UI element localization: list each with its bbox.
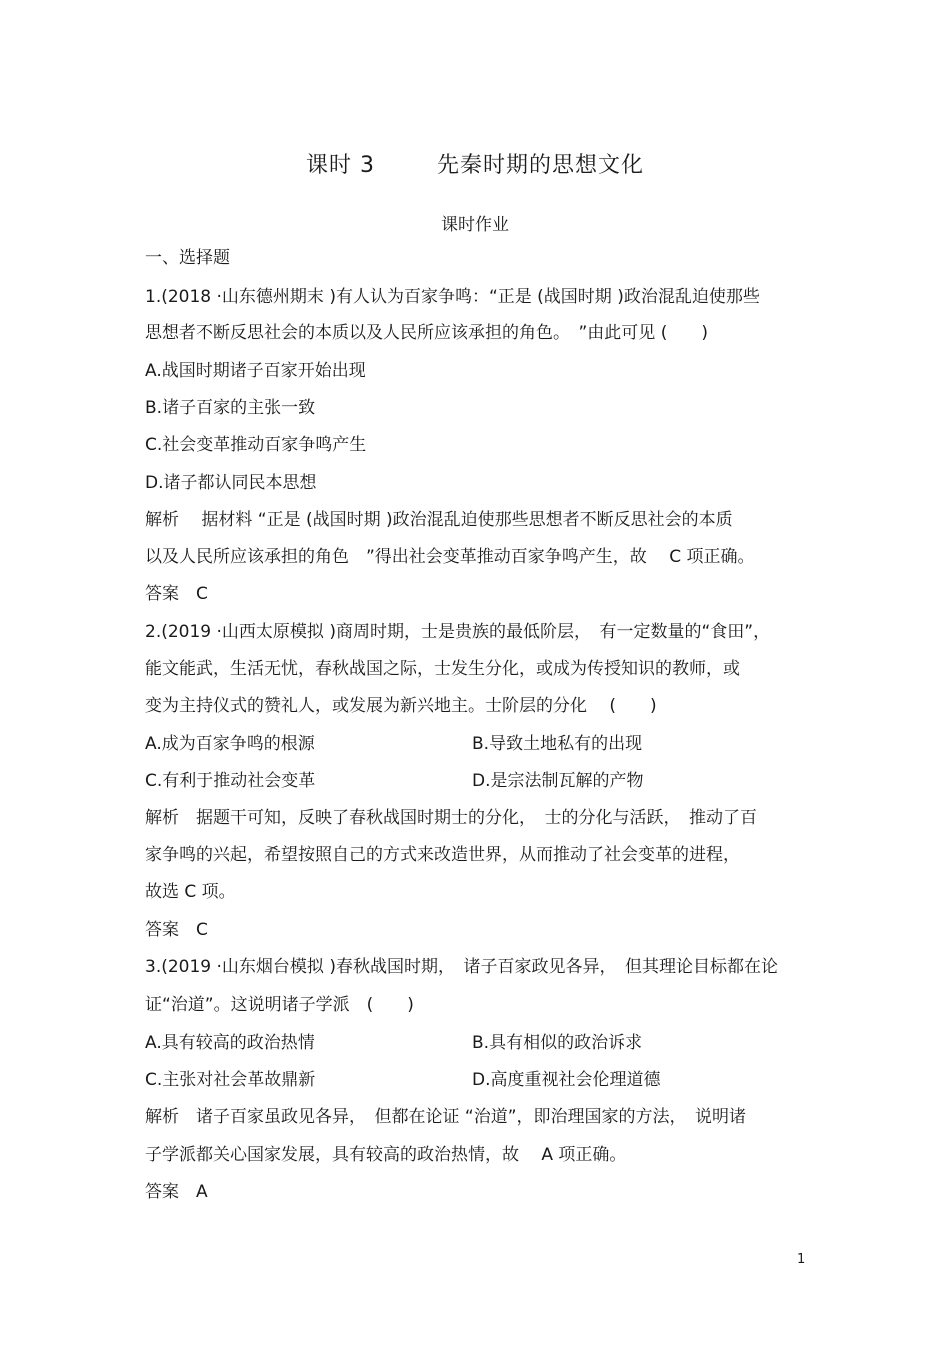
question-3-option-c: C.主张对社会革故鼎新	[145, 1070, 316, 1090]
question-2-stem-line-1: 2.(2019 ·山西太原模拟 )商周时期，士是贵族的最低阶层， 有一定数量的“食田”，	[145, 622, 771, 642]
question-3-analysis-line-1: 解析 诸子百家虽政见各异， 但都在论证 “治道”，即治理国家的方法， 说明诸	[145, 1107, 747, 1127]
question-2-analysis-line-1: 解析 据题干可知，反映了春秋战国时期士的分化， 士的分化与活跃， 推动了百	[145, 808, 757, 828]
question-2-analysis-line-2: 家争鸣的兴起，希望按照自己的方式来改造世界，从而推动了社会变革的进程，	[145, 845, 740, 865]
question-3-option-b: B.具有相似的政治诉求	[472, 1033, 643, 1053]
section-heading: 一、选择题	[145, 248, 230, 268]
question-1-option-b: B.诸子百家的主张一致	[145, 398, 316, 418]
question-1-option-d: D.诸子都认同民本思想	[145, 473, 317, 493]
lesson-topic: 先秦时期的思想文化	[436, 153, 644, 178]
question-2-analysis-line-3: 故选 C 项。	[145, 882, 236, 902]
question-1-analysis-line-1: 解析 据材料 “正是 (战国时期 )政治混乱迫使那些思想者不断反思社会的本质	[145, 510, 733, 530]
question-3-answer: 答案 A	[145, 1182, 208, 1202]
question-1-option-a: A.战国时期诸子百家开始出现	[145, 361, 366, 381]
question-3-stem-line-1: 3.(2019 ·山东烟台模拟 )春秋战国时期， 诸子百家政见各异， 但其理论目标都在论	[145, 957, 778, 977]
page-number: 1	[797, 1252, 806, 1267]
question-2-option-a: A.成为百家争鸣的根源	[145, 734, 315, 754]
page-subtitle: 课时作业	[441, 215, 509, 235]
question-1-stem-line-1: 1.(2018 ·山东德州期末 )有人认为百家争鸣：“正是 (战国时期 )政治混乱迫使那些	[145, 287, 760, 307]
lesson-number: 课时 3	[305, 153, 375, 178]
question-3-option-d: D.高度重视社会伦理道德	[472, 1070, 661, 1090]
question-1-answer: 答案 C	[145, 584, 208, 604]
question-1-analysis-line-2: 以及人民所应该承担的角色 ”得出社会变革推动百家争鸣产生，故 C 项正确。	[145, 547, 755, 567]
question-2-stem-line-3: 变为主持仪式的赞礼人，或发展为新兴地主。士阶层的分化 ( )	[145, 696, 657, 716]
question-3-stem-line-2: 证“治道”。这说明诸子学派 ( )	[145, 995, 414, 1015]
question-2-option-b: B.导致土地私有的出现	[472, 734, 643, 754]
question-1-stem-line-2: 思想者不断反思社会的本质以及人民所应该承担的角色。 ”由此可见 ( )	[145, 323, 708, 343]
question-2-option-c: C.有利于推动社会变革	[145, 771, 316, 791]
question-2-option-d: D.是宗法制瓦解的产物	[472, 771, 644, 791]
page-title	[0, 148, 950, 179]
question-2-answer: 答案 C	[145, 920, 208, 940]
question-3-analysis-line-2: 子学派都关心国家发展，具有较高的政治热情，故 A 项正确。	[145, 1145, 627, 1165]
question-2-stem-line-2: 能文能武，生活无忧，春秋战国之际，士发生分化，或成为传授知识的教师，或	[145, 659, 740, 679]
question-1-option-c: C.社会变革推动百家争鸣产生	[145, 435, 367, 455]
question-3-option-a: A.具有较高的政治热情	[145, 1033, 315, 1053]
